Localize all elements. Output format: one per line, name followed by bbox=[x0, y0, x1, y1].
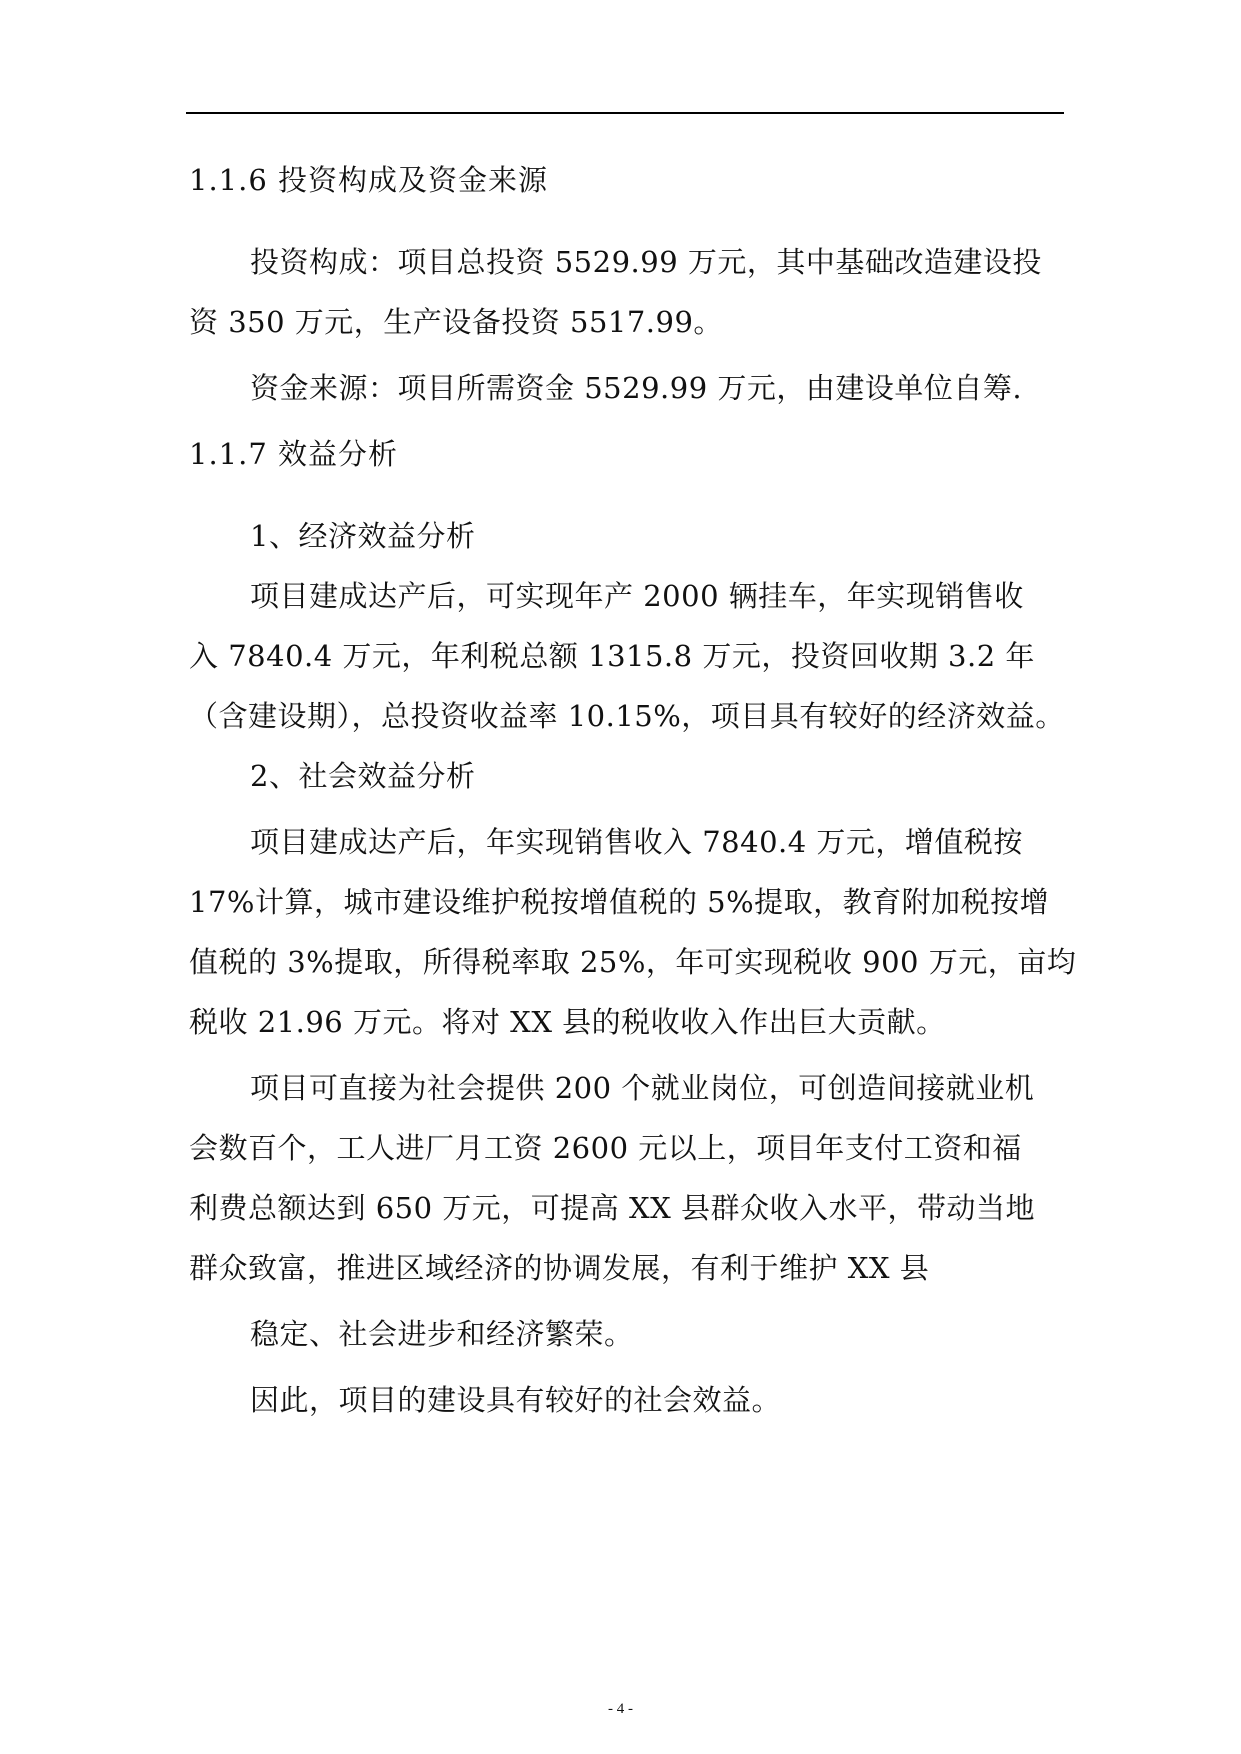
social-paragraph-2-line-2: 会数百个，工人进厂月工资 2600 元以上，项目年支付工资和福 bbox=[189, 1131, 1022, 1165]
page-number: - 4 - bbox=[608, 1701, 633, 1717]
social-paragraph-1-line-4: 税收 21.96 万元。将对 XX 县的税收收入作出巨大贡献。 bbox=[189, 1005, 946, 1039]
economic-benefit-line-2: 入 7840.4 万元，年利税总额 1315.8 万元，投资回收期 3.2 年 bbox=[189, 639, 1035, 673]
investment-composition-line-2: 资 350 万元，生产设备投资 5517.99。 bbox=[189, 305, 723, 339]
social-paragraph-1-line-3: 值税的 3%提取，所得税率取 25%，年可实现税收 900 万元，亩均 bbox=[189, 945, 1077, 979]
social-paragraph-3: 稳定、社会进步和经济繁荣。 bbox=[250, 1317, 634, 1351]
social-paragraph-2-line-3: 利费总额达到 650 万元，可提高 XX 县群众收入水平，带动当地 bbox=[189, 1191, 1036, 1225]
section-heading-1-1-6: 1.1.6 投资构成及资金来源 bbox=[189, 163, 549, 197]
header-rule bbox=[186, 112, 1064, 114]
social-paragraph-2-line-1: 项目可直接为社会提供 200 个就业岗位，可创造间接就业机 bbox=[250, 1071, 1035, 1105]
social-paragraph-1-line-2: 17%计算，城市建设维护税按增值税的 5%提取，教育附加税按增 bbox=[189, 885, 1050, 919]
social-conclusion: 因此，项目的建设具有较好的社会效益。 bbox=[250, 1383, 782, 1417]
section-heading-1-1-7: 1.1.7 效益分析 bbox=[189, 437, 399, 471]
document-body bbox=[189, 150, 1077, 1430]
investment-composition-line-1: 投资构成：项目总投资 5529.99 万元，其中基础改造建设投 bbox=[250, 245, 1042, 279]
social-paragraph-1-line-1: 项目建成达产后，年实现销售收入 7840.4 万元，增值税按 bbox=[250, 825, 1023, 859]
economic-benefit-line-1: 项目建成达产后，可实现年产 2000 辆挂车，年实现销售收 bbox=[250, 579, 1024, 613]
funding-source-line: 资金来源：项目所需资金 5529.99 万元，由建设单位自筹. bbox=[250, 371, 1023, 405]
economic-benefit-line-3: （含建设期），总投资收益率 10.15%，项目具有较好的经济效益。 bbox=[189, 699, 1065, 733]
social-benefit-title: 2、社会效益分析 bbox=[250, 759, 476, 793]
social-paragraph-2-line-4: 群众致富，推进区域经济的协调发展，有利于维护 XX 县 bbox=[189, 1251, 930, 1285]
economic-benefit-title: 1、经济效益分析 bbox=[250, 519, 476, 553]
